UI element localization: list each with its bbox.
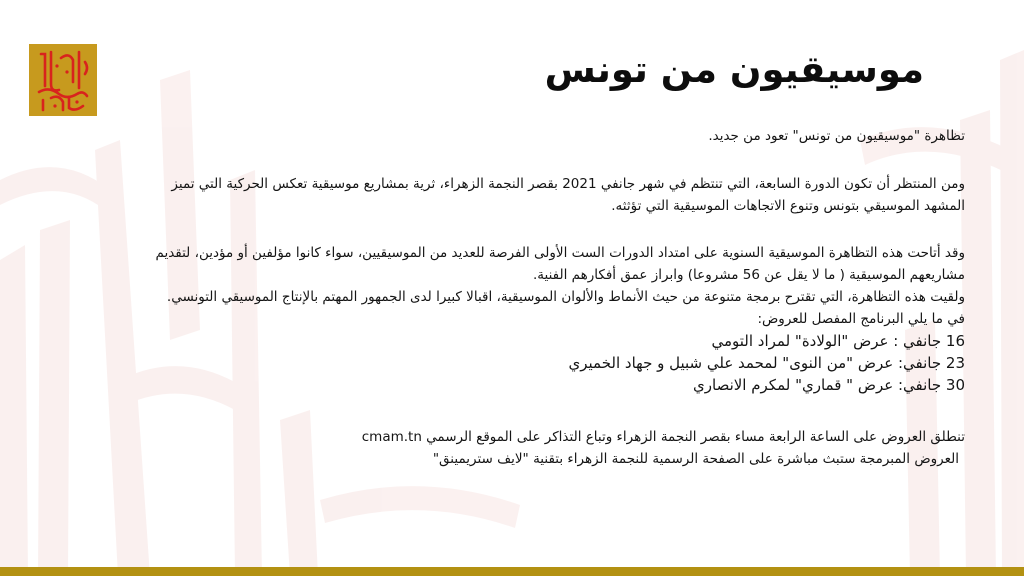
slide-title: موسيقيون من تونس — [544, 48, 924, 91]
history-block — [60, 242, 965, 396]
history-line-1: وقد أتاحت هذه التظاهرة الموسيقية السنوية على امتداد الدورات الست الأولى الفرصة للعديد من الموسيقيين، سواء كانوا مؤلفين أو مؤدين، لتقديم — [155, 245, 965, 261]
program-item: 23 جانفي: عرض "من النوى" لمحمد علي شبيل و جهاد الخميري — [568, 354, 965, 372]
program-intro: في ما يلي البرنامج المفصل للعروض: — [757, 311, 965, 327]
logo — [29, 44, 97, 116]
edition-line-1: ومن المنتظر أن تكون الدورة السابعة، التي تنتظم في شهر جانفي 2021 بقصر النجمة الزهراء، ثرية بمشاريع موسيقية تعكس الحركية التي تميز — [171, 176, 965, 192]
intro-block — [60, 125, 965, 147]
program-item: 30 جانفي: عرض " قماري" لمكرم الانصاري — [693, 376, 965, 394]
history-line-2: مشاريعهم الموسيقية ( ما لا يقل عن 56 مشروعا) وابراز عمق أفكارهم الفنية. — [533, 267, 965, 283]
bottom-accent-bar — [0, 567, 1024, 576]
streaming-line: العروض المبرمجة ستبث مباشرة على الصفحة الرسمية للنجمة الزهراء بتقنية "لايف ستريمينق" — [432, 451, 959, 467]
tickets-line: تنطلق العروض على الساعة الرابعة مساء بقصر النجمة الزهراء وتباع التذاكر على الموقع الرسمي cmam.tn — [361, 429, 965, 445]
edition-line-2: المشهد الموسيقي بتونس وتنوع الاتجاهات الموسيقية التي تؤثثه. — [611, 198, 965, 214]
program-item: 16 جانفي : عرض "الولادة" لمراد التومي — [711, 332, 965, 350]
footer-block — [60, 426, 965, 470]
reception-paragraph: ولقيت هذه التظاهرة، التي تقترح برمجة متنوعة من حيث الأنماط والألوان الموسيقية، اقبالا كبيرا لدى الجمهور المهتم بالإنتاج الموسيقي التونسي. — [166, 289, 965, 305]
intro-paragraph: تظاهرة "موسيقيون من تونس" تعود من جديد. — [708, 128, 965, 144]
edition-block — [60, 173, 965, 217]
